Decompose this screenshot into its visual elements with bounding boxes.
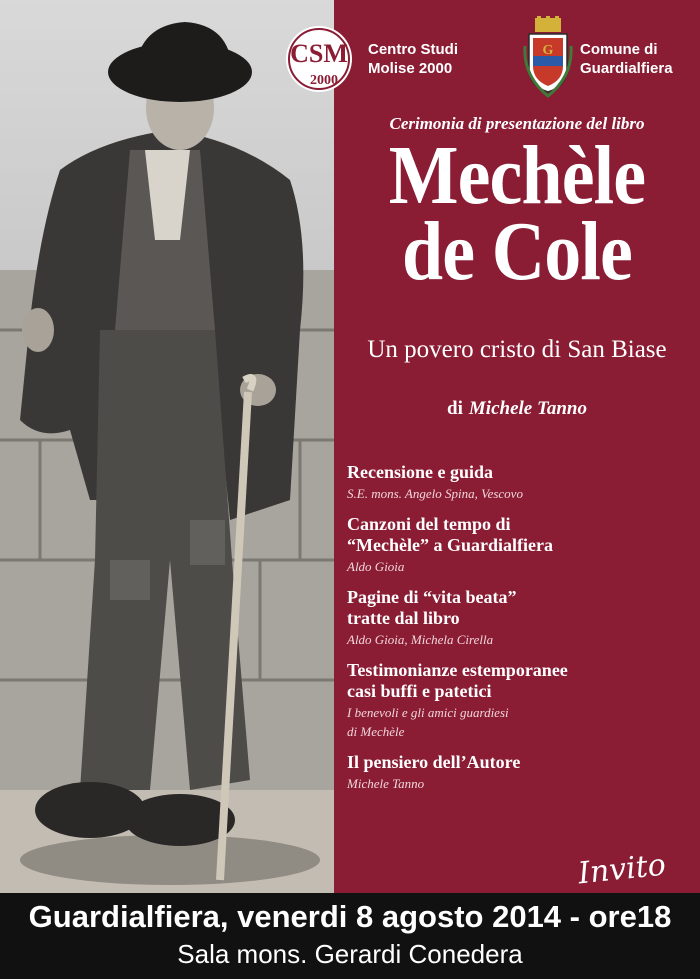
program-item-title-line2: tratte dal libro — [347, 608, 460, 628]
program-item-title: Canzoni del tempo di — [347, 514, 511, 534]
program-item-title: Il pensiero dell’Autore — [347, 752, 521, 772]
svg-text:G: G — [542, 43, 554, 58]
program-item-title-line2: casi buffi e patetici — [347, 681, 492, 701]
book-title-line2: de Cole — [402, 205, 632, 298]
event-venue: Sala mons. Gerardi Conedera — [177, 939, 523, 969]
event-date-place: Guardialfiera, venerdi 8 agosto 2014 - ore18 — [28, 899, 672, 934]
program-item — [347, 752, 687, 792]
logo-year: 2000 — [310, 73, 338, 88]
program-item-title: Pagine di “vita beata” — [347, 587, 517, 607]
program-item — [347, 587, 687, 648]
program-item-speaker-line2: di Mechèle — [347, 724, 405, 739]
book-title — [334, 129, 700, 298]
centro-studi-name-line1: Centro Studi — [368, 41, 458, 58]
book-author — [334, 398, 700, 420]
comune-name — [580, 40, 673, 78]
program-list — [347, 462, 687, 804]
comune-name-line2: Guardialfiera — [580, 60, 673, 77]
comune-crest-icon — [523, 16, 573, 98]
program-item — [347, 462, 687, 502]
event-footer — [0, 893, 700, 979]
comune-name-line1: Comune di — [580, 41, 658, 58]
program-item — [347, 660, 687, 740]
photo-old-man — [0, 0, 334, 893]
program-item-title: Recensione e guida — [347, 462, 493, 482]
photo-illustration — [0, 0, 334, 893]
program-item-title-line2: “Mechèle” a Guardialfiera — [347, 535, 553, 555]
logo-monogram: CSM — [290, 39, 348, 68]
invitation-label: Invito — [576, 847, 668, 892]
author-name: Michele Tanno — [468, 398, 587, 419]
centro-studi-name — [368, 40, 458, 78]
centro-studi-name-line2: Molise 2000 — [368, 60, 453, 77]
book-subtitle: Un povero cristo di San Biase — [367, 336, 667, 363]
centro-studi-logo-icon — [284, 24, 354, 94]
program-item-speaker: Aldo Gioia — [347, 559, 405, 574]
program-item-speaker: Michele Tanno — [347, 776, 425, 791]
book-title-line1: Mechèle — [388, 129, 646, 222]
ceremony-heading: Cerimonia di presentazione del libro — [389, 114, 645, 133]
program-item-title: Testimonianze estemporanee — [347, 660, 568, 680]
program-item-speaker: I benevoli e gli amici guardiesi — [347, 705, 509, 720]
program-item-speaker: Aldo Gioia, Michela Cirella — [347, 632, 494, 647]
program-item — [347, 514, 687, 575]
author-prefix: di — [447, 398, 463, 419]
program-item-speaker: S.E. mons. Angelo Spina, Vescovo — [347, 486, 523, 501]
